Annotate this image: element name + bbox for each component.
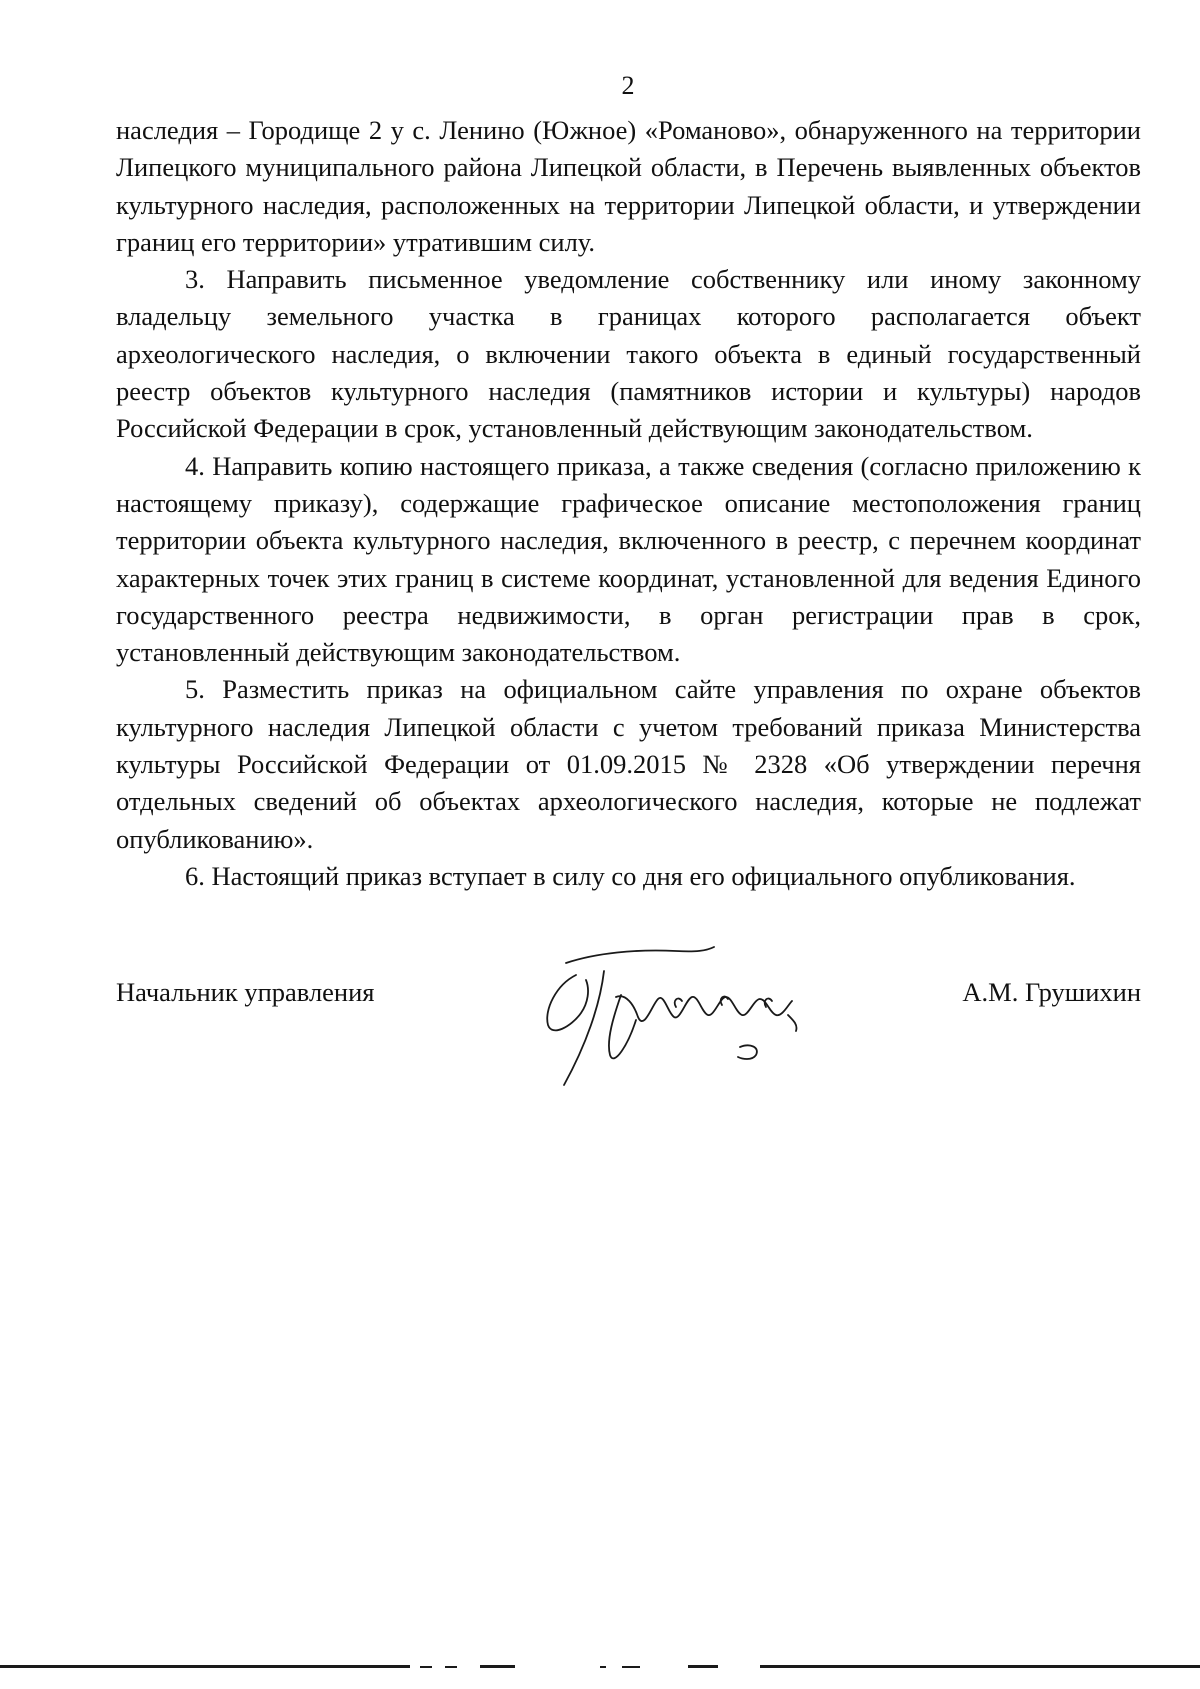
paragraph-item-6: 6. Настоящий приказ вступает в силу со дня его официального опубликования.	[185, 860, 1076, 891]
signature-block	[116, 960, 1141, 1090]
paragraph-item-4: 4. Направить копию настоящего приказа, а также сведения (согласно приложению к настоящему приказу), содержащие графическое описание местоположения границ территории объекта культурного наследия, включенного в реестр, с перечнем координат характерных точек этих границ в системе координат, установленной для ведения Единого государственного реестра недвижимости, в орган регистрации прав в срок, установленный действующим законодательством.	[116, 450, 1141, 668]
paragraph-item-3: 3. Направить письменное уведомление собственнику или иному законному владельцу земельного участка в границах которого располагается объект археологического наследия, о включении такого объекта в единый государственный реестр объектов культурного наследия (памятников истории и культуры) народов Российской Федерации в срок, установленный действующим законодательством.	[116, 264, 1141, 444]
document-body	[116, 112, 1141, 895]
scan-edge-artifact	[0, 1662, 1200, 1674]
paragraph-continuation: наследия – Городище 2 у с. Ленино (Южное) «Романово», обнаруженного на территории Липецкого муниципального района Липецкой области, в Перечень выявленных объектов культурного наследия, расположенных на территории Липецкой области, и утверждении границ его территории» утратившим силу.	[116, 115, 1141, 257]
handwritten-signature	[526, 935, 836, 1100]
paragraph-item-5: 5. Разместить приказ на официальном сайте управления по охране объектов культурного наследия Липецкой области с учетом требований приказа Министерства культуры Российской Федерации от 01.09.2015 № 2328 «Об утверждении перечня отдельных сведений об объектах археологического наследия, которые не подлежат опубликованию».	[116, 674, 1141, 854]
signatory-position: Начальник управления	[116, 977, 375, 1007]
page-number: 2	[621, 71, 635, 100]
signatory-name: А.М. Грушихин	[962, 977, 1141, 1007]
